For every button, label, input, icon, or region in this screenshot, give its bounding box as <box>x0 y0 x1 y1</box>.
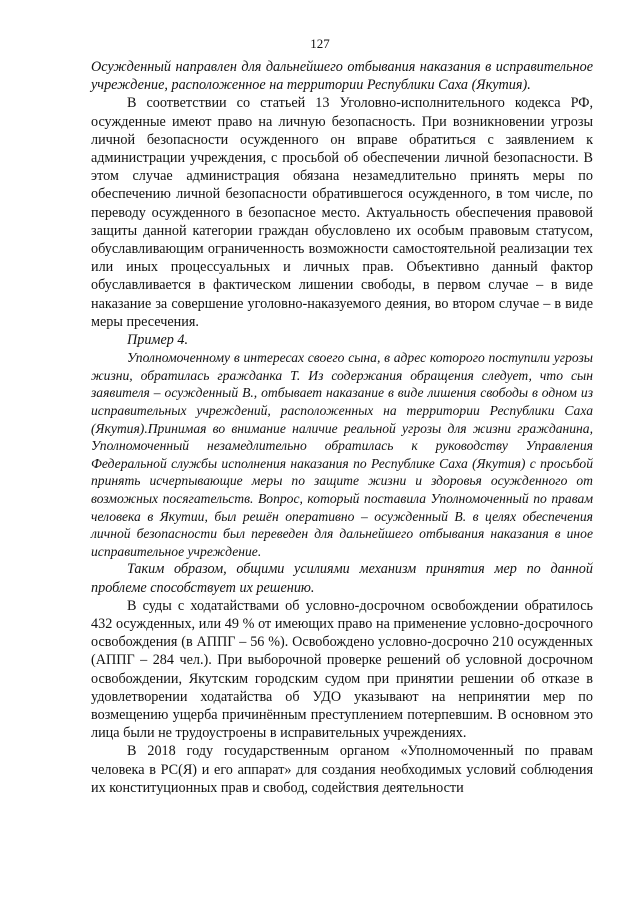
example-label: Пример 4. <box>127 332 189 349</box>
paragraph-parole: В суды с ходатайствами об условно-досрочном освобождении обратилось 432 осужденных, или 49 % от имеющих право на применение условно-досрочного освобождения (в АППГ – 56 %). Освобождено условно-досрочно 210 осужденных (АППГ – 284 чел.). При выборочной проверке решений об условной досрочном освобождении, Якутским городским судом при принятии решении об отказе в удовлетворении ходатайства об УДО указывают на непринятии мер по возмещению ущерба причинённым преступлением потерпевшим. В основном это лица были не трудоустроены в исправительных учреждениях. <box>91 597 593 742</box>
paragraph-conclusion-prev: Осужденный направлен для дальнейшего отбывания наказания в исправительное учреждение, расположенное на территории Республики Саха (Якутия). <box>91 59 593 94</box>
page-content <box>91 58 593 797</box>
paragraph-example-4: Уполномоченному в интересах своего сына, в адрес которого поступили угрозы жизни, обратилась гражданка Т. Из содержания обращения следует, что сын заявителя – осужденный В., отбывает наказание в виде лишения свободы в одном из исправительных учреждений, расположенных на территории Республики Саха (Якутия).Принимая во внимание наличие реальной угрозы для жизни гражданина, Уполномоченный незамедлительно обратилась к руководству Управления Федеральной службы исполнения наказания по Республике Саха (Якутия) с просьбой принять исчерпывающие меры по защите жизни и здоровья осужденного от возможных посягательств. Вопрос, который поставила Уполномоченный по правам человека в Якутии, был решён оперативно – осужденный В. в целях обеспечения личной безопасности был переведен для дальнейшего отбывания наказания в иное исправительное учреждение. <box>91 350 593 559</box>
page-number: 127 <box>310 36 330 51</box>
paragraph-2018: В 2018 году государственным органом «Уполномоченный по правам человека в РС(Я) и его аппарат» для создания необходимых условий соблюдения их конституционных прав и свобод, содействия деятельности <box>91 743 593 796</box>
paragraph-conclusion: Таким образом, общими усилиями механизм принятия мер по данной проблеме способствует их решению. <box>91 561 593 596</box>
paragraph-article-13: В соответствии со статьей 13 Уголовно-исполнительного кодекса РФ, осужденные имеют право на личную безопасность. При возникновении угрозы личной безопасности осужденного он вправе обратиться с заявлением к администрации учреждения, с просьбой об обеспечении личной безопасности. В этом случае администрация обязана незамедлительно принять меры по обеспечению личной безопасности обратившегося осужденного, в том числе, по переводу осужденного в безопасное место. Актуальность обеспечения правовой защиты данной категории граждан обусловлено их особым правовым статусом, обуславливающим ограниченность возможности самостоятельной реализации тех или иных процессуальных и личных прав. Объективно данный фактор обуславливается в фактическом лишении свободы, в первом случае – в виде наказание за совершение уголовно-наказуемого деяния, во втором случае – в виде меры пресечения. <box>91 95 593 330</box>
